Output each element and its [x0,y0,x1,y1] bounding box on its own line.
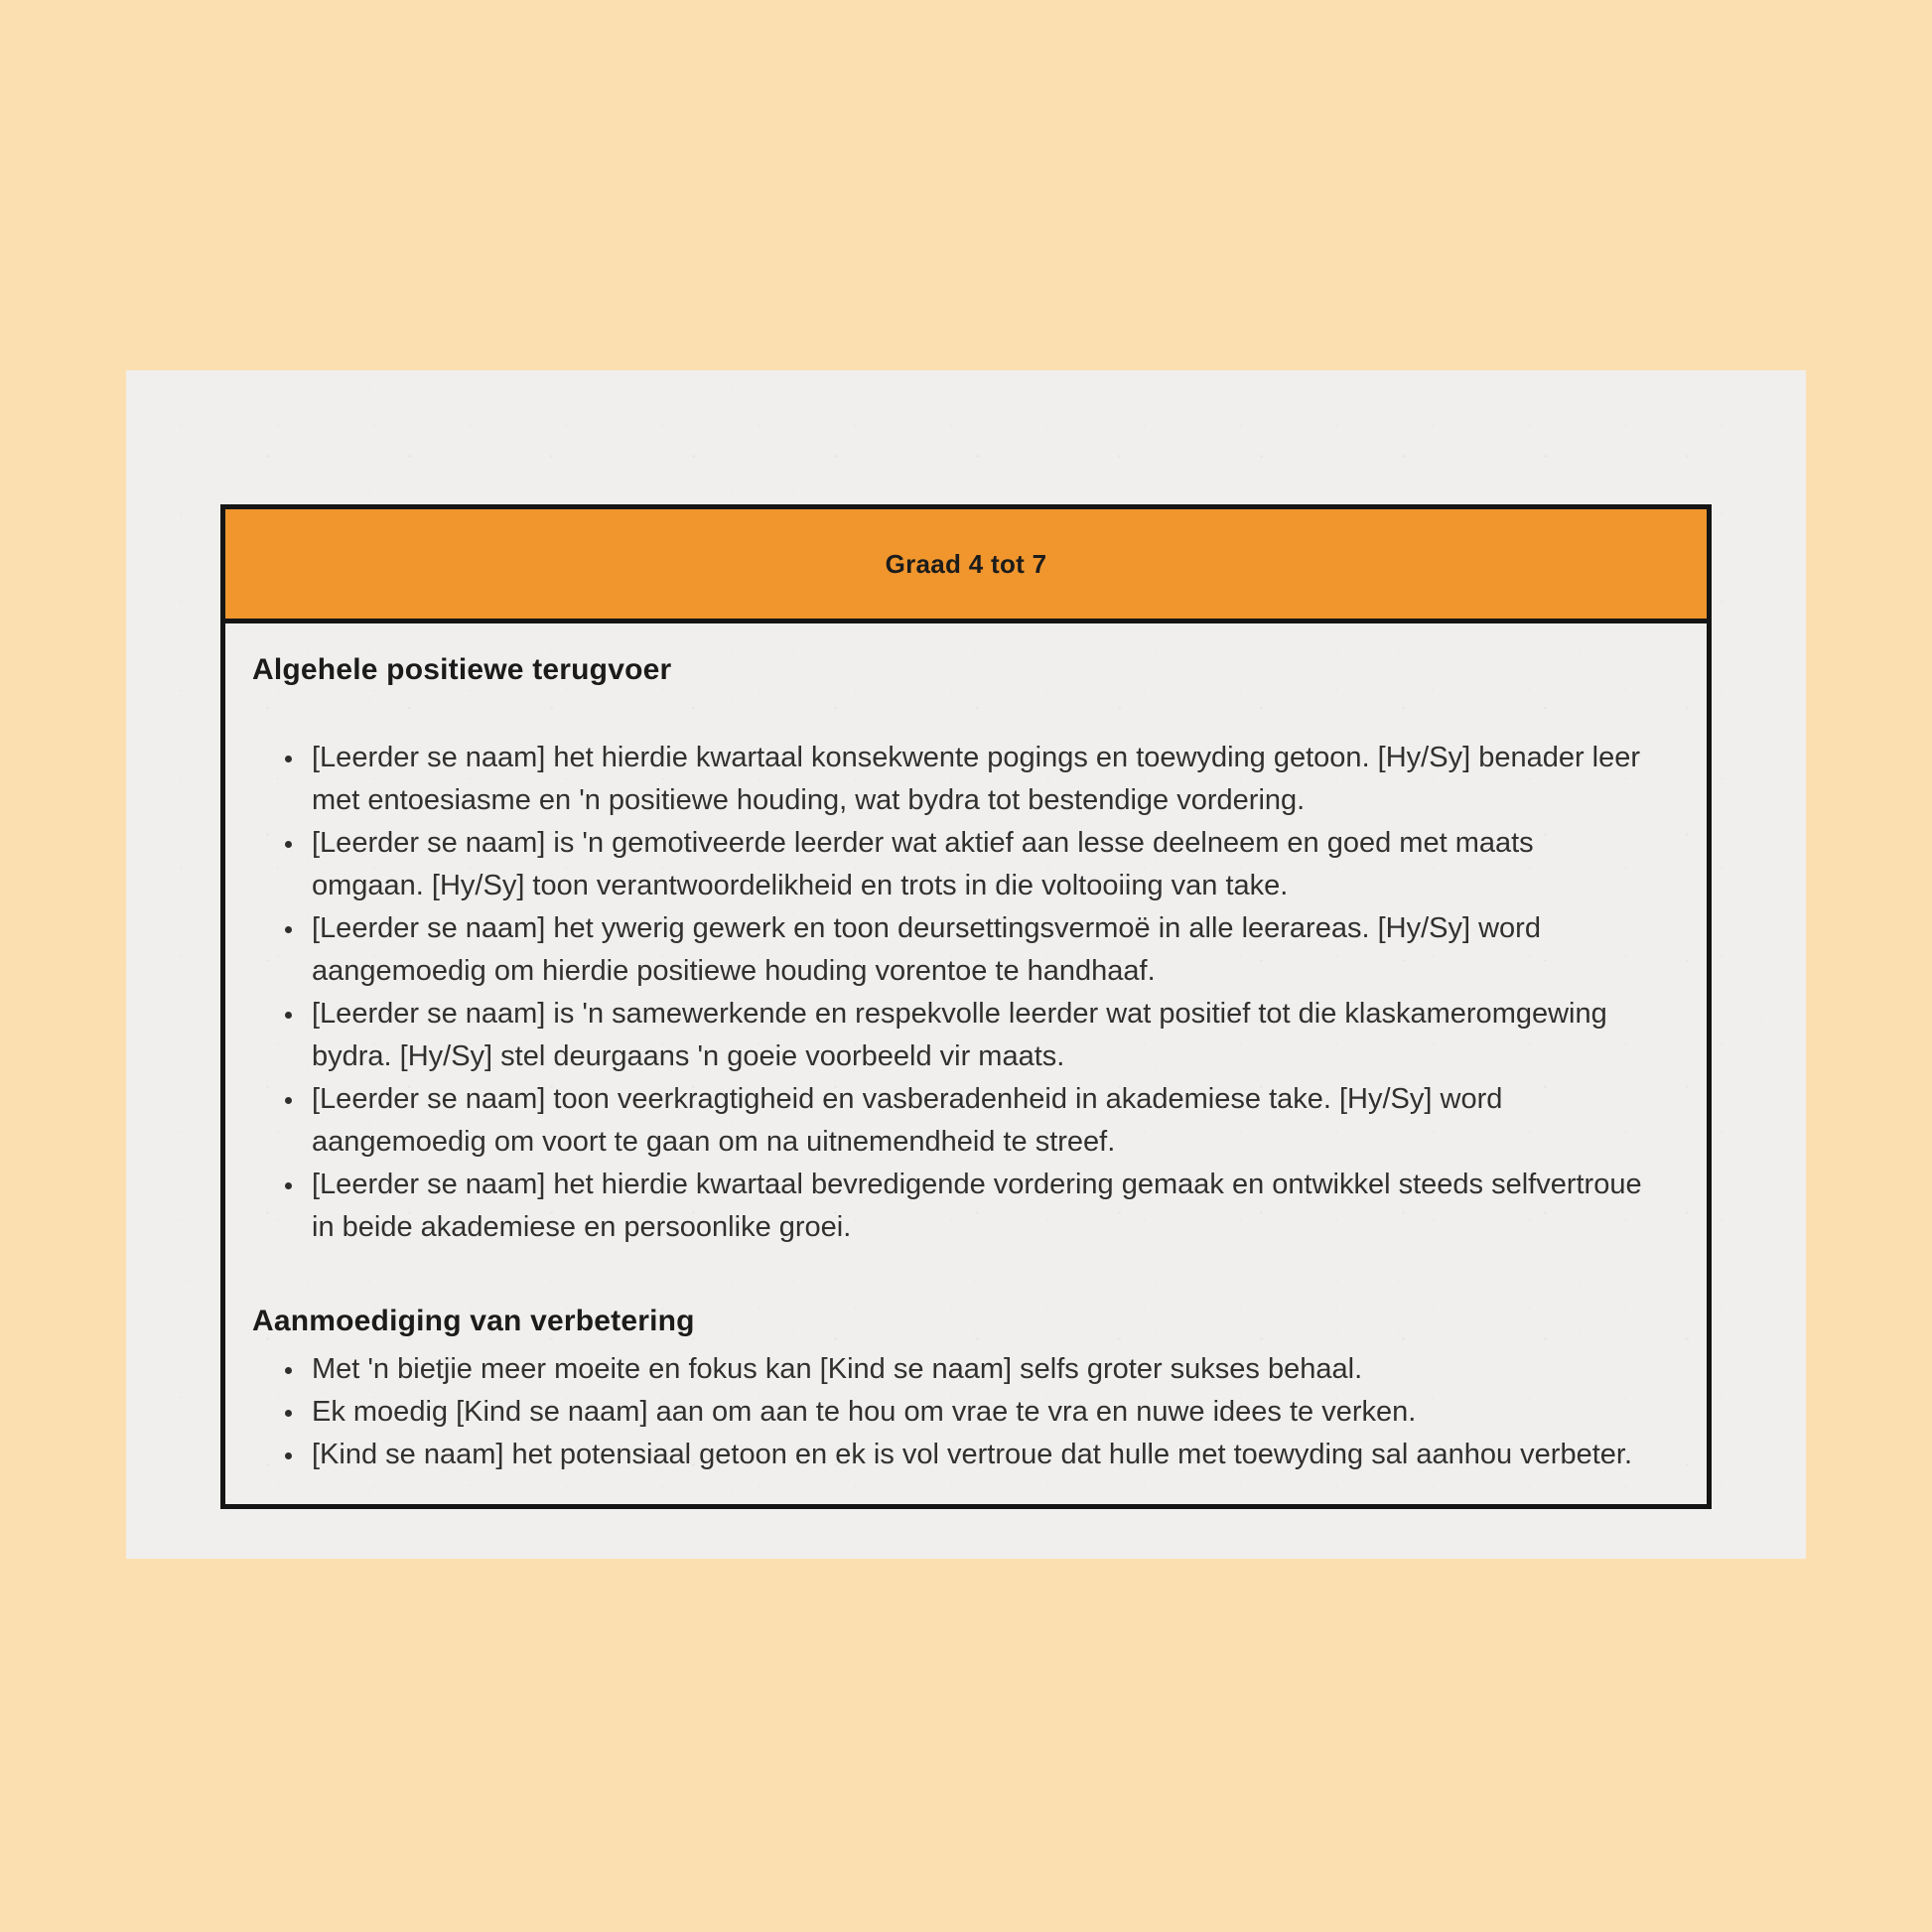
list-item: • Ek moedig [Kind se naam] aan om aan te hou om vrae te vra en nuwe idees te verken. [306,1391,1651,1434]
list-item: • [Leerder se naam] toon veerkragtigheid en vasberadenheid in akademiese take. [Hy/Sy] word aangemoedig om voort te gaan om na uitnemendheid te streef. [306,1078,1651,1164]
section-heading-improvement: Aanmoediging van verbetering [252,1305,695,1337]
list-item: • [Leerder se naam] is 'n gemotiveerde leerder wat aktief aan lesse deelneem en goed met maats omgaan. [Hy/Sy] toon verantwoordelikheid en trots in die voltooiing van take. [306,822,1651,907]
list-item: • [Kind se naam] het potensiaal getoon en ek is vol vertroue dat hulle met toewyding sal aanhou verbeter. [306,1434,1651,1476]
section-positive-feedback [252,653,1651,1249]
list-item: • [Leerder se naam] het ywerig gewerk en toon deursettingsvermoë in alle leerareas. [Hy/Sy] word aangemoedig om hierdie positiewe houding vorentoe te handhaaf. [306,907,1651,993]
list-item: • [Leerder se naam] het hierdie kwartaal bevredigende vordering gemaak en ontwikkel steeds selfvertroue in beide akademiese en persoonlike groei. [306,1164,1651,1249]
list-item: • [Leerder se naam] het hierdie kwartaal konsekwente pogings en toewyding getoon. [Hy/Sy] benader leer met entoesiasme en 'n positiewe houding, wat bydra tot bestendige vordering. [306,737,1651,822]
paper-sheet [126,370,1806,1559]
list-item: • Met 'n bietjie meer moeite en fokus kan [Kind se naam] selfs groter sukses behaal. [306,1348,1651,1391]
section-improvement-encouragement [252,1305,1651,1476]
improvement-list [252,1348,1651,1476]
card-content [225,623,1707,1476]
section-heading-positive: Algehele positiewe terugvoer [252,653,672,686]
positive-feedback-list [252,737,1651,1249]
feedback-card [220,504,1712,1509]
card-header [225,509,1707,623]
list-item: • [Leerder se naam] is 'n samewerkende en respekvolle leerder wat positief tot die klaskameromgewing bydra. [Hy/Sy] stel deurgaans 'n goeie voorbeeld vir maats. [306,993,1651,1078]
card-title: Graad 4 tot 7 [885,548,1047,579]
